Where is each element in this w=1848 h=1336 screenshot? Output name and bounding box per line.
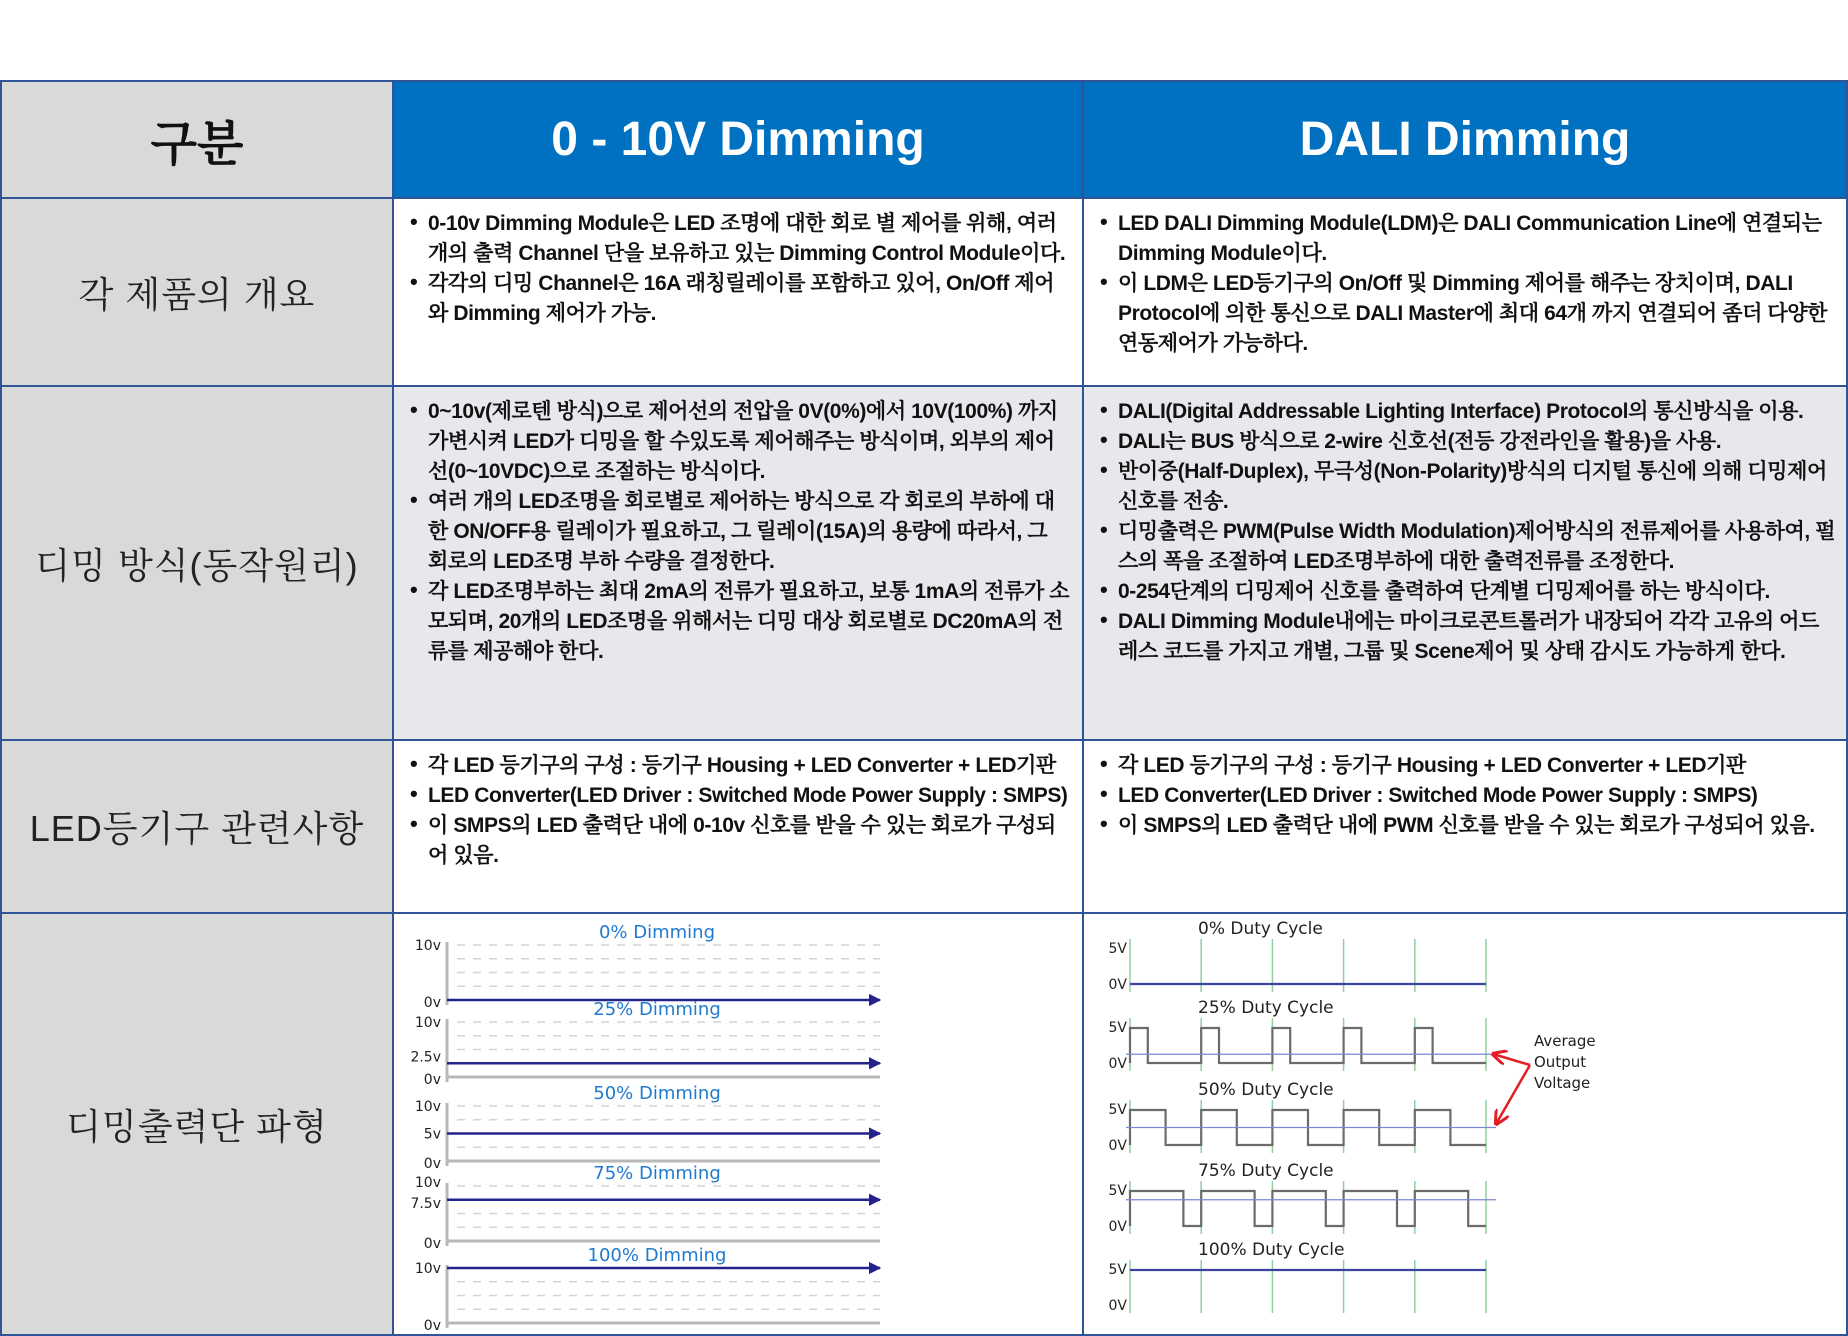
panel-title: 100% Duty Cycle [1198, 1240, 1345, 1260]
bullet-item: • LED DALI Dimming Module(LDM)은 DALI Communication Line에 연결되는 Dimming Module이다. [1100, 209, 1836, 269]
top-voltage-label: 10v [414, 1015, 441, 1031]
overview-0-10v [392, 197, 1084, 387]
panel-title: 50% Dimming [593, 1083, 721, 1104]
header-dali-dimming: DALI Dimming [1082, 80, 1848, 199]
panel-title: 50% Duty Cycle [1198, 1080, 1334, 1100]
waveform-0-10v-cell [392, 912, 1084, 1336]
panel-title: 75% Dimming [593, 1163, 721, 1184]
high-voltage-label: 5V [1108, 1102, 1127, 1118]
bullet-item: • 이 SMPS의 LED 출력단 내에 0-10v 신호를 받을 수 있는 회로가 구성되어 있음. [410, 811, 1072, 871]
bullet-item: • 디밍출력은 PWM(Pulse Width Modulation)제어방식의 전류제어를 사용하여, 펄스의 폭을 조절하여 LED조명부하에 대한 출력전류를 조정한다. [1100, 517, 1836, 577]
low-voltage-label: 0V [1108, 1298, 1127, 1314]
bullet-item: • 반이중(Half-Duplex), 무극성(Non-Polarity)방식의 디지털 통신에 의해 디밍제어 신호를 전송. [1100, 457, 1836, 517]
bullet-item: • DALI는 BUS 방식으로 2-wire 신호선(전등 강전라인을 활용)을 사용. [1100, 427, 1836, 457]
bullet-item: • 각 LED 등기구의 구성 : 등기구 Housing + LED Converter + LED기판 [410, 751, 1072, 781]
bottom-voltage-label: 0v [423, 1156, 441, 1172]
level-voltage-label: 7.5v [410, 1196, 441, 1212]
low-voltage-label: 0V [1108, 977, 1127, 993]
annotation-text: Average [1534, 1032, 1596, 1050]
low-voltage-label: 0V [1108, 1056, 1127, 1072]
top-voltage-label: 10v [414, 1099, 441, 1115]
bullet-item: • DALI Dimming Module내에는 마이크로콘트롤러가 내장되어 각각 고유의 어드레스 코드를 가지고 개별, 그룹 및 Scene제어 및 상태 감시도 가능하게 한다. [1100, 607, 1836, 667]
panel-title: 25% Dimming [593, 999, 721, 1020]
header-0-10v-dimming: 0 - 10V Dimming [392, 80, 1084, 199]
row-label-led-fixture: LED등기구 관련사항 [0, 739, 394, 914]
bullet-item: • 0-254단계의 디밍제어 신호를 출력하여 단계별 디밍제어를 하는 방식이다. [1100, 577, 1836, 607]
fixture-0-10v [392, 739, 1084, 914]
top-voltage-label: 10v [414, 1261, 441, 1277]
panel-title: 0% Dimming [598, 922, 716, 943]
top-voltage-label: 10v [414, 1175, 441, 1191]
bottom-voltage-label: 0v [423, 1072, 441, 1088]
panel-title: 25% Duty Cycle [1198, 998, 1334, 1018]
level-voltage-label: 5v [423, 1126, 441, 1143]
bullet-item: • 0~10v(제로텐 방식)으로 제어선의 전압을 0V(0%)에서 10V(100%) 까지 가변시켜 LED가 디밍을 할 수있도록 제어해주는 방식이며, 외부의 제어선(0~10VDC)으로 조절하는 방식이다. [410, 397, 1072, 487]
overview-dali [1082, 197, 1848, 387]
top-voltage-label: 10v [414, 938, 441, 954]
bullet-item: • 0-10v Dimming Module은 LED 조명에 대한 회로 별 제어를 위해, 여러 개의 출력 Channel 단을 보유하고 있는 Dimming Control Module이다. [410, 209, 1072, 269]
method-dali [1082, 385, 1848, 741]
annotation-text: Output [1534, 1053, 1587, 1071]
header-category: 구분 [0, 80, 394, 199]
row-label-overview: 각 제품의 개요 [0, 197, 394, 387]
row-label-dimming-method: 디밍 방식(동작원리) [0, 385, 394, 741]
low-voltage-label: 0V [1108, 1138, 1127, 1154]
high-voltage-label: 5V [1108, 1183, 1127, 1199]
bullet-item: • LED Converter(LED Driver : Switched Mode Power Supply : SMPS) [1100, 781, 1836, 811]
fixture-dali [1082, 739, 1848, 914]
bullet-item: • 여러 개의 LED조명을 회로별로 제어하는 방식으로 각 회로의 부하에 대한 ON/OFF용 릴레이가 필요하고, 그 릴레이(15A)의 용량에 따라서, 그 회로의 LED조명 부하 수량을 결정한다. [410, 487, 1072, 577]
high-voltage-label: 5V [1108, 941, 1127, 957]
panel-title: 0% Duty Cycle [1198, 919, 1323, 939]
bullet-item: • LED Converter(LED Driver : Switched Mode Power Supply : SMPS) [410, 781, 1072, 811]
bullet-item: • 각 LED 등기구의 구성 : 등기구 Housing + LED Converter + LED기판 [1100, 751, 1836, 781]
bullet-item: • 각각의 디밍 Channel은 16A 래칭릴레이를 포함하고 있어, On/Off 제어와 Dimming 제어가 가능. [410, 269, 1072, 329]
level-voltage-label: 2.5v [410, 1049, 441, 1066]
bullet-item: • 이 SMPS의 LED 출력단 내에 PWM 신호를 받을 수 있는 회로가 구성되어 있음. [1100, 811, 1836, 841]
high-voltage-label: 5V [1108, 1262, 1127, 1278]
low-voltage-label: 0V [1108, 1219, 1127, 1235]
annotation-text: Voltage [1534, 1074, 1591, 1092]
panel-title: 100% Dimming [587, 1245, 727, 1266]
high-voltage-label: 5V [1108, 1020, 1127, 1036]
bottom-voltage-label: 0v [423, 1318, 441, 1334]
bullet-item: • 이 LDM은 LED등기구의 On/Off 및 Dimming 제어를 해주는 장치이며, DALI Protocol에 의한 통신으로 DALI Master에 최대 64개 까지 연결되어 좀더 다양한 연동제어가 가능하다. [1100, 269, 1836, 359]
bullet-item: • DALI(Digital Addressable Lighting Interface) Protocol의 통신방식을 이용. [1100, 397, 1836, 427]
waveform-pwm-cell [1082, 912, 1848, 1336]
panel-title: 75% Duty Cycle [1198, 1161, 1334, 1181]
bottom-voltage-label: 0v [423, 1236, 441, 1252]
method-0-10v [392, 385, 1084, 741]
bottom-voltage-label: 0v [423, 995, 441, 1011]
bullet-item: • 각 LED조명부하는 최대 2mA의 전류가 필요하고, 보통 1mA의 전류가 소모되며, 20개의 LED조명을 위해서는 디밍 대상 회로별로 DC20mA의 전류를 제공해야 한다. [410, 577, 1072, 667]
row-label-output-waveform: 디밍출력단 파형 [0, 912, 394, 1336]
